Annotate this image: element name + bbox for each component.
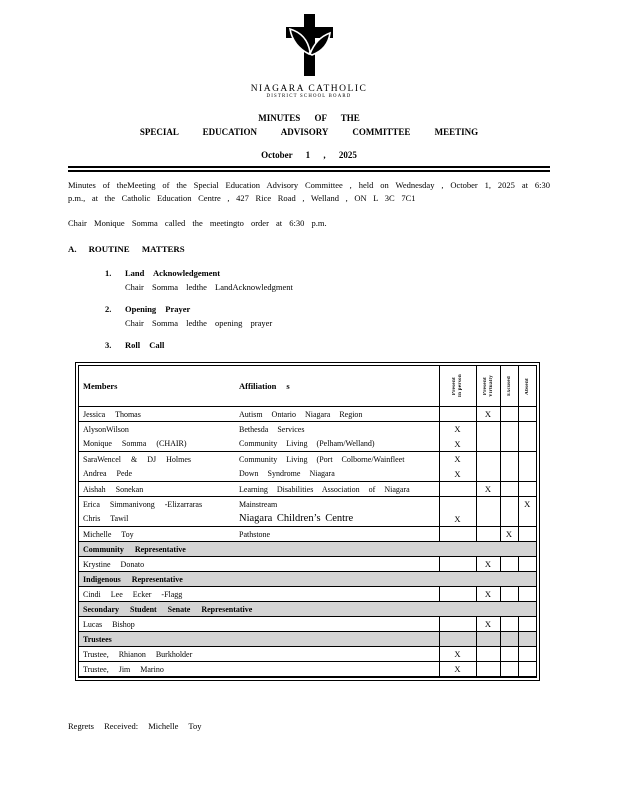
attendance-cell-virtually [476,632,500,647]
member-affiliation: Down Syndrome Niagara [235,467,439,482]
attendance-header-text: Absent [524,377,530,395]
member-row [79,587,536,602]
member-row [79,422,536,437]
member-affiliation [235,617,439,632]
title-line-2: SPECIAL EDUCATION ADVISORY COMMITTEE MEETING [139,127,479,137]
attendance-mark: X [454,438,461,449]
member-affiliation: Mainstream [239,499,278,509]
attendance-cell-excused [500,557,518,572]
member-affiliation [235,647,439,662]
member-affiliation: Niagara Children’s Centre [235,512,439,527]
attendance-mark: X [454,513,461,524]
attendance-cell-inperson [439,632,476,647]
roll-call-table-border [75,362,540,681]
list-item [105,268,550,292]
attendance-cell-virtually [476,512,500,527]
member-name: Jessica Thomas [79,407,235,422]
attendance-cell-inperson [439,407,476,422]
member-affiliation [235,557,439,572]
attendance-mark: X [454,468,461,479]
attendance-mark: X [454,424,461,435]
attendance-header-text: Present [482,376,488,396]
member-row [79,647,536,662]
attendance-column-header-excused [500,366,518,407]
attendance-cell-excused [500,662,518,677]
attendance-mark: X [484,484,492,494]
attendance-cell-inperson [439,497,476,512]
roll-call-table [79,366,536,677]
attendance-header-text: In person [458,374,463,398]
attendance-cell-inperson [439,617,476,632]
member-name: SaraWencel & DJ Holmes [83,454,191,464]
attendance-cell-virtually [476,647,500,662]
attendance-cell-excused [500,512,518,527]
section-row [79,542,536,557]
attendance-cell-virtually [476,527,500,542]
affiliation-column-header: Affiliation s [235,366,439,407]
section-label: Community Representative [79,542,536,557]
attendance-cell-inperson [439,482,476,497]
member-name: Trustee, Rhianon Burkholder [79,647,235,662]
attendance-cell-excused [500,632,518,647]
member-name: Michelle Toy [79,527,235,542]
section-a-heading [68,244,550,254]
cross-with-leaves-icon [277,12,341,78]
item-number: 3. [105,340,112,350]
item-number: 1. [105,268,112,278]
member-name: Lucas Bishop [79,617,235,632]
call-to-order-line: Chair Monique Somma called the meetingto order at 6:30 p.m. [68,218,327,228]
member-name: Erica Simmanivong -Elizarraras [83,499,203,509]
member-affiliation: Autism Ontario Niagara Region [235,407,439,422]
horizontal-rule [68,166,550,172]
regrets-line: Regrets Received: Michelle Toy [68,721,202,731]
section-label: Indigenous Representative [79,572,536,587]
member-row [79,617,536,632]
list-item [105,340,550,350]
attendance-cell-absent [518,497,536,512]
list-item [105,304,550,328]
item-title: Land Acknowledgement [125,268,221,278]
attendance-cell-virtually [476,407,500,422]
member-affiliation [235,587,439,602]
attendance-cell-virtually [476,467,500,482]
attendance-header-text: Virtually [488,375,494,397]
attendance-mark: X [505,529,513,539]
attendance-mark: X [484,559,492,569]
attendance-cell-excused [500,482,518,497]
attendance-mark: X [484,619,492,629]
section-row [79,632,536,647]
attendance-cell-excused [500,422,518,437]
attendance-mark: X [454,454,461,465]
attendance-cell-absent [518,587,536,602]
attendance-cell-absent [518,647,536,662]
member-row [79,662,536,677]
member-name: Andrea Pede [79,467,235,482]
attendance-cell-absent [518,482,536,497]
attendance-cell-virtually [476,662,500,677]
attendance-cell-absent [518,662,536,677]
board-logo [0,0,618,99]
intro-paragraph: Minutes of theMeeting of the Special Education Advisory Committee , held on Wednesday , October 1, 2025 at 6:30 p.m., at the Catholic Education Centre , 427 Rice Road , Welland , ON L 3C 7C1 [68,180,550,203]
attendance-cell-inperson [439,587,476,602]
attendance-cell-inperson [439,467,476,482]
attendance-cell-absent [518,512,536,527]
attendance-cell-virtually [476,452,500,467]
member-name: AlysonWilson [83,424,129,434]
member-name: Monique Somma (CHAIR) [79,437,235,452]
attendance-column-header-absent [518,366,536,407]
attendance-cell-absent [518,407,536,422]
member-row [79,482,536,497]
attendance-cell-virtually [476,557,500,572]
attendance-header-text: Excused [506,376,512,396]
member-name: Cindi Lee Ecker -Flagg [79,587,235,602]
attendance-cell-virtually [476,617,500,632]
member-affiliation: Community Living (Pelham/Welland) [235,437,439,452]
item-body: Chair Somma ledthe LandAcknowledgment [125,282,293,292]
attendance-header-text: Present [452,376,457,396]
section-row [79,602,536,617]
attendance-cell-inperson [439,452,476,467]
attendance-cell-absent [518,452,536,467]
attendance-cell-absent [518,467,536,482]
member-name: Chris Tawil [79,512,235,527]
member-affiliation [235,662,439,677]
attendance-mark: X [484,589,492,599]
section-row [79,572,536,587]
attendance-cell-inperson [439,557,476,572]
member-row [79,527,536,542]
attendance-cell-excused [500,437,518,452]
attendance-column-header-virtually [476,366,500,407]
attendance-cell-inperson [439,662,476,677]
attendance-cell-virtually [476,422,500,437]
member-affiliation: Learning Disabilities Association of Niagara [235,482,439,497]
member-row [79,437,536,452]
attendance-cell-excused [500,467,518,482]
attendance-mark: X [454,664,461,674]
attendance-cell-excused [500,407,518,422]
attendance-mark: X [524,499,531,510]
attendance-cell-excused [500,452,518,467]
attendance-cell-virtually [476,437,500,452]
members-column-header: Members [79,366,235,407]
attendance-mark: X [484,409,492,419]
attendance-cell-excused [500,617,518,632]
routine-matters-list [105,268,550,350]
member-row [79,512,536,527]
attendance-cell-absent [518,557,536,572]
attendance-cell-excused [500,647,518,662]
attendance-cell-virtually [476,497,500,512]
member-affiliation: Pathstone [235,527,439,542]
attendance-cell-inperson [439,422,476,437]
meeting-date: October 1 , 2025 [261,150,357,160]
attendance-mark: X [454,649,461,659]
member-affiliation: Bethesda Services [239,424,305,434]
member-row [79,407,536,422]
item-body: Chair Somma ledthe opening prayer [125,318,273,328]
member-affiliation: Community Living (Port Colborne/Wainfleet [239,454,405,464]
title-line-1: MINUTES OF THE [258,113,360,123]
attendance-cell-inperson [439,647,476,662]
section-label: Trustees [79,632,439,647]
section-label: Secondary Student Senate Representative [79,602,536,617]
member-name: Trustee, Jim Marino [79,662,235,677]
table-header-row [79,366,536,407]
item-title: Opening Prayer [125,304,191,314]
member-row [79,452,536,467]
member-row [79,467,536,482]
member-name: Krystine Donato [79,557,235,572]
attendance-cell-absent [518,632,536,647]
attendance-cell-absent [518,437,536,452]
attendance-cell-inperson [439,527,476,542]
attendance-cell-absent [518,527,536,542]
item-number: 2. [105,304,112,314]
member-row [79,557,536,572]
attendance-cell-excused [500,587,518,602]
org-subtitle: DISTRICT SCHOOL BOARD [266,94,352,99]
item-title: Roll Call [125,340,165,350]
document-title [68,113,550,160]
attendance-column-header-inperson [439,366,476,407]
attendance-cell-virtually [476,587,500,602]
member-name: Aishah Sonekan [79,482,235,497]
section-label: A. [68,244,77,254]
attendance-cell-absent [518,422,536,437]
attendance-cell-inperson [439,512,476,527]
attendance-cell-absent [518,617,536,632]
attendance-cell-excused [500,497,518,512]
attendance-cell-excused [500,527,518,542]
org-name: NIAGARA CATHOLIC [250,84,368,94]
section-title: ROUTINE MATTERS [88,244,185,254]
attendance-cell-inperson [439,437,476,452]
attendance-cell-virtually [476,482,500,497]
member-row [79,497,536,512]
